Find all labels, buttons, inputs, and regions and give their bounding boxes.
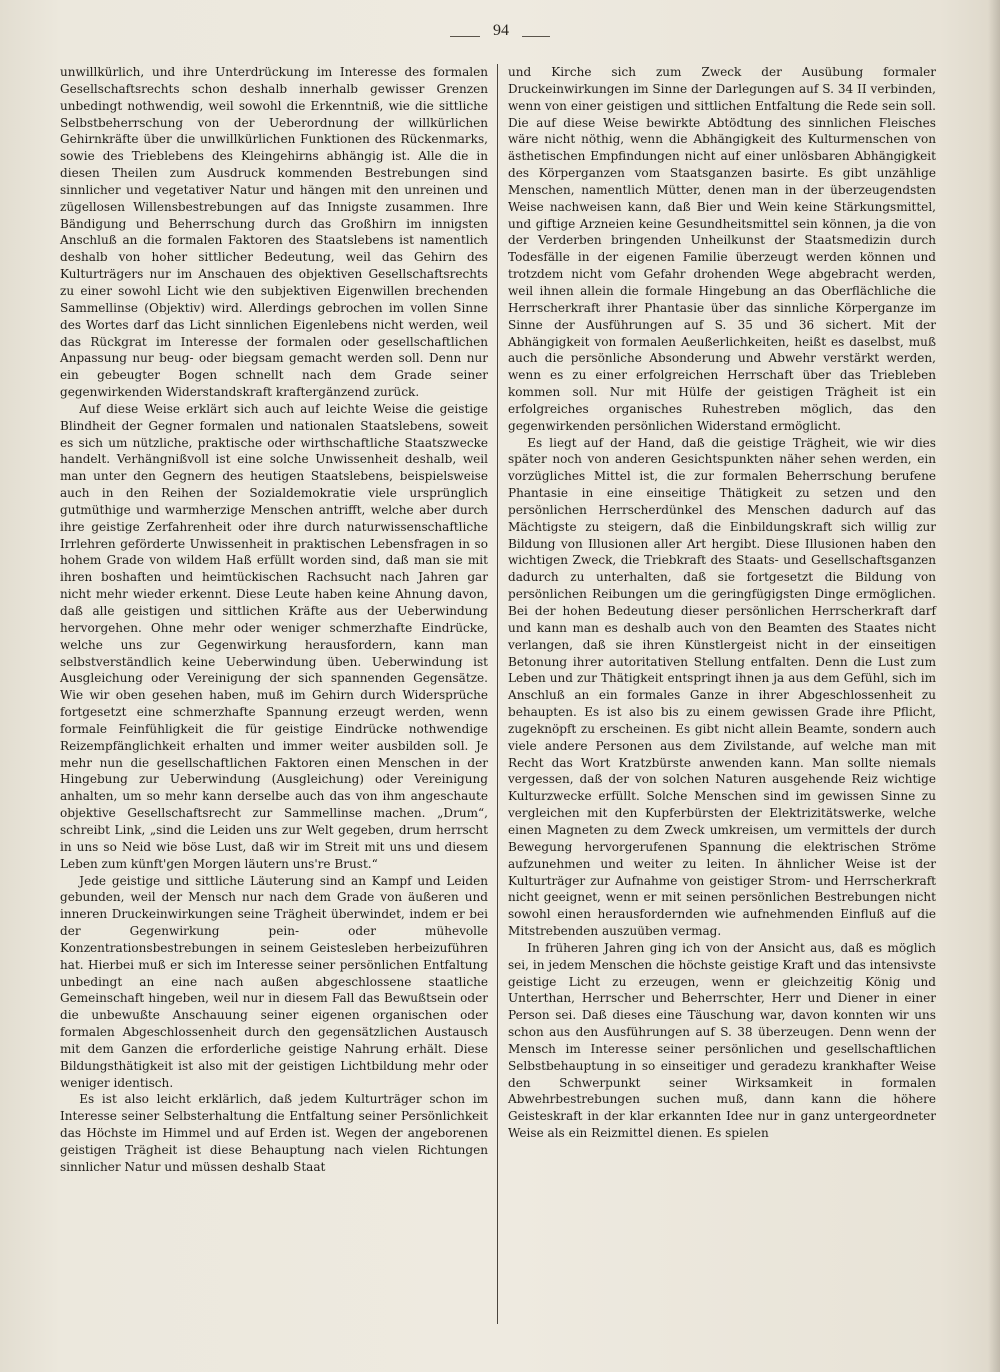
right-column xyxy=(508,64,936,1142)
left-column xyxy=(60,64,488,1176)
left-paragraph: unwillkürlich, und ihre Unterdrückung im Interesse des formalen Gesellschaftsrechts schon deshalb innerhalb gewisser Grenzen unbedingt nothwendig, weil sowohl die Erkenntniß, wie die sittliche Selbstbeherrschung von der Ueberordnung der willkürlichen Gehirnkräfte über die unwillkürlichen Funktionen des Rückenmarks, sowie des Trieblebens des Kleingehirns abhängig ist. Alle die in diesen Theilen zum Ausdruck kommenden Bestrebungen sind sinnlicher und vegetativer Natur und hängen mit den unreinen und zügellosen Willensbestrebungen auf das Innigste zusammen. Ihre Bändigung und Beherrschung durch das Großhirn im innigsten Anschluß an die formalen Faktoren des Staatslebens ist namentlich deshalb von hoher sittlicher Bedeutung, weil das Gehirn des Kulturträgers nur im Anschauen des objektiven Gesellschaftsrechts zu einer sowohl Licht wie den subjektiven Eigenwillen brechenden Sammellinse (Objektiv) wird. Allerdings gebrochen im vollen Sinne des Wortes darf das Licht sinnlichen Eigenlebens nicht werden, weil das Rückgrat im Interesse der formalen oder gesellschaftlichen Anpassung nur beug- oder biegsam gemacht werden soll. Denn nur ein gebeugter Bogen schnellt nach dem Grade seiner gegenwirkenden Widerstandskraft kraftergänzend zurück. xyxy=(60,65,488,400)
page-edge-shadow xyxy=(988,0,1000,1372)
header-rule-left xyxy=(450,36,480,37)
page-header xyxy=(0,22,1000,48)
page-number: 94 xyxy=(493,22,509,39)
right-paragraph: In früheren Jahren ging ich von der Ansicht aus, daß es möglich sei, in jedem Menschen die höchste geistige Kraft und das intensivste geistige Licht zu erzeugen, wenn er gleichzeitig König und Unterthan, Herrscher und Beherrschter, Herr und Diener in einer Person sei. Daß dieses eine Täuschung war, davon konnten wir uns schon aus den Ausführungen auf S. 38 überzeugen. Denn wenn der Mensch im Interesse seiner persönlichen und gesellschaftlichen Selbstbehauptung in so einseitiger und geradezu krankhafter Weise den Schwerpunkt seiner Wirksamkeit in formalen Abwehrbestrebungen suchen muß, dann kann die höhere Geisteskraft in der klar erkannten Idee nur in ganz untergeordneter Weise als ein Reizmittel dienen. Es spielen xyxy=(508,940,936,1141)
left-paragraph: Auf diese Weise erklärt sich auch auf leichte Weise die geistige Blindheit der Gegner formalen und nationalen Staatslebens, soweit es sich um nützliche, praktische oder wirthschaftliche Staatszwecke handelt. Verhängnißvoll ist eine solche Unwissenheit deshalb, weil man unter den Gegnern des heutigen Staatslebens, beispielsweise auch in den Reihen der Sozialdemokratie viele ursprünglich gutmüthige und warmherzige Menschen antrifft, welche aber durch ihre geistige Zerfahrenheit oder ihre durch naturwissenschaftliche Irrlehren geförderte Unwissenheit in praktischen Lebensfragen in so hohem Grade von wildem Haß erfüllt worden sind, daß man sie mit ihren boshaften und heimtückischen Rachsucht nach Jahren gar nicht mehr wieder erkennt. Diese Leute haben keine Ahnung davon, daß alle geistigen und sittlichen Kräfte aus der Ueberwindung hervorgehen. Ohne mehr oder weniger schmerzhafte Eindrücke, welche uns zur Gegenwirkung herausfordern, kann man selbstverständlich keine Ueberwindung üben. Ueberwindung ist Ausgleichung oder Vereinigung der sich spannenden Gegensätze. Wie wir oben gesehen haben, muß im Gehirn durch Widersprüche fortgesetzt eine schmerzhafte Spannung erzeugt werden, wenn formale Feinfühligkeit die für geistige Eindrücke nothwendige Reizempfänglichkeit erhalten und immer weiter ausbilden soll. Je mehr nun die gesellschaftlichen Faktoren einen Menschen in der Hingebung zur Ueberwindung (Ausgleichung) oder Vereinigung anhalten, um so mehr kann derselbe auch das von ihm angeschaute objektive Gesellschaftsrecht zur Sammellinse machen. „Drum“, schreibt Link, „sind die Leiden uns zur Welt gegeben, drum herrscht in uns so Neid wie böse Lust, daß wir im Streit mit uns und diesem Leben zum künft'gen Morgen läutern uns're Brust.“ xyxy=(60,401,488,871)
left-paragraph: Es ist also leicht erklärlich, daß jedem Kulturträger schon im Interesse seiner Selbsterhaltung die Entfaltung seiner Persönlichkeit das Höchste im Himmel und auf Erden ist. Wegen der angeborenen geistigen Trägheit ist diese Behauptung nach vielen Richtungen sinnlicher Natur und müssen deshalb Staat xyxy=(60,1092,488,1174)
right-paragraph: Es liegt auf der Hand, daß die geistige Trägheit, wie wir dies später noch von anderen Gesichtspunkten näher sehen werden, ein vorzügliches Mittel ist, die zur formalen Beherrschung berufene Phantasie in eine einseitige Thätigkeit zu setzen und den persönlichen Herrscherdünkel des Menschen dadurch auf das Mächtigste zu steigern, daß die Einbildungskraft sich willig zur Bildung von Illusionen aller Art hergibt. Diese Illusionen haben den wichtigen Zweck, die Triebkraft des Staats- und Gesellschaftsganzen dadurch zu unterhalten, daß sie fortgesetzt die Bildung von persönlichen Reibungen um die geringfügigsten Dinge ermöglichen. Bei der hohen Bedeutung dieser persönlichen Herrscherkraft darf und kann man es deshalb auch von den Beamten des Staates nicht verlangen, daß sie ihren Künstlergeist nicht in der einseitigen Betonung ihrer autoritativen Stellung entfalten. Denn die Lust zum Leben und zur Thätigkeit entspringt ihnen ja aus dem Gefühl, sich im Anschluß an ein formales Ganze in ihrer Abgeschlossenheit zu behaupten. Es ist also bis zu einem gewissen Grade ihre Pflicht, zugeknöpft zu erscheinen. Es gibt nicht allein Beamte, sondern auch viele andere Personen aus dem Zivilstande, auf welche man mit Recht das Wort Kratzbürste anwenden kann. Man sollte niemals vergessen, daß der von solchen Naturen ausgehende Reiz wichtige Kulturzwecke erfüllt. Solche Menschen sind im gewissen Sinne zu vergleichen mit den Kupferbürsten der Elektrizitätswerke, welche einen Magneten zu dem Zweck umkreisen, um vermittels der durch Bewegung hervorgerufenen Spannung die elektrischen Ströme aufzunehmen und weiter zu leiten. In ähnlicher Weise ist der Kulturträger zur Aufnahme von geistiger Strom- und Herrscherkraft nicht geeignet, wenn er mit seinen persönlichen Bestrebungen nicht sowohl einen herausfordernden wie aufnehmenden Einfluß auf die Mitstrebenden auszuüben vermag. xyxy=(508,435,936,939)
left-paragraph: Jede geistige und sittliche Läuterung sind an Kampf und Leiden gebunden, weil der Mensch nur nach dem Grade von äußeren und inneren Druckeinwirkungen seine Trägheit überwindet, indem er bei der Gegenwirkung pein- oder mühevolle Konzentrationsbestrebungen in seinem Geistesleben herbeizuführen hat. Hierbei muß er sich im Interesse seiner persönlichen Entfaltung unbedingt an eine nach außen abgeschlossene staatliche Gemeinschaft hingeben, weil nur in diesem Fall das Bewußtsein oder die unbewußte Anschauung seiner eigenen organischen oder formalen Abgeschlossenheit durch den gegensätzlichen Austausch mit dem Ganzen die erforderliche geistige Nahrung erhält. Diese Bildungsthätigkeit ist also mit der geistigen Lichtbildung mehr oder weniger identisch. xyxy=(60,873,488,1090)
right-paragraph: und Kirche sich zum Zweck der Ausübung formaler Druckeinwirkungen im Sinne der Darlegungen auf S. 34 II verbinden, wenn von einer geistigen und sittlichen Entfaltung die Rede sein soll. Die auf diese Weise bewirkte Abtödtung des sinnlichen Fleisches wäre nicht nöthig, wenn die Abhängigkeit des Kulturmenschen von ästhetischen Empfindungen nicht auf einer unlösbaren Abhängigkeit des Körperganzen vom Staatsganzen basirte. Es gibt unzählige Menschen, namentlich Mütter, denen man in der überzeugendsten Weise nachweisen kann, daß Bier und Wein keine Stärkungsmittel, und giftige Arzneien keine Gesundheitsmittel sein können, ja die von der Verderben bringenden Unheilkunst der Staatsmedizin durch Todesfälle in der eigenen Familie überzeugt werden können und trotzdem nicht vom Gefahr drohenden Wege abgebracht werden, weil ihnen allein die formale Hingebung an das Oberflächliche die Herrscherkraft ihrer Phantasie über das sinnliche Körperganze im Sinne der Ausführungen auf S. 35 und 36 sichert. Mit der Abhängigkeit von formalen Aeußerlichkeiten, heißt es daselbst, muß auch die persönliche Absonderung und Abwehr verstärkt werden, wenn es zu einer erfolgreichen Herrschaft über das Triebleben kommen soll. Nur mit Hülfe der geistigen Trägheit ist ein erfolgreiches organisches Ruhestreben möglich, das den gegenwirkenden persönlichen Widerstand ermöglicht. xyxy=(508,65,936,433)
column-divider xyxy=(497,64,498,1324)
header-rule-right xyxy=(522,36,550,37)
